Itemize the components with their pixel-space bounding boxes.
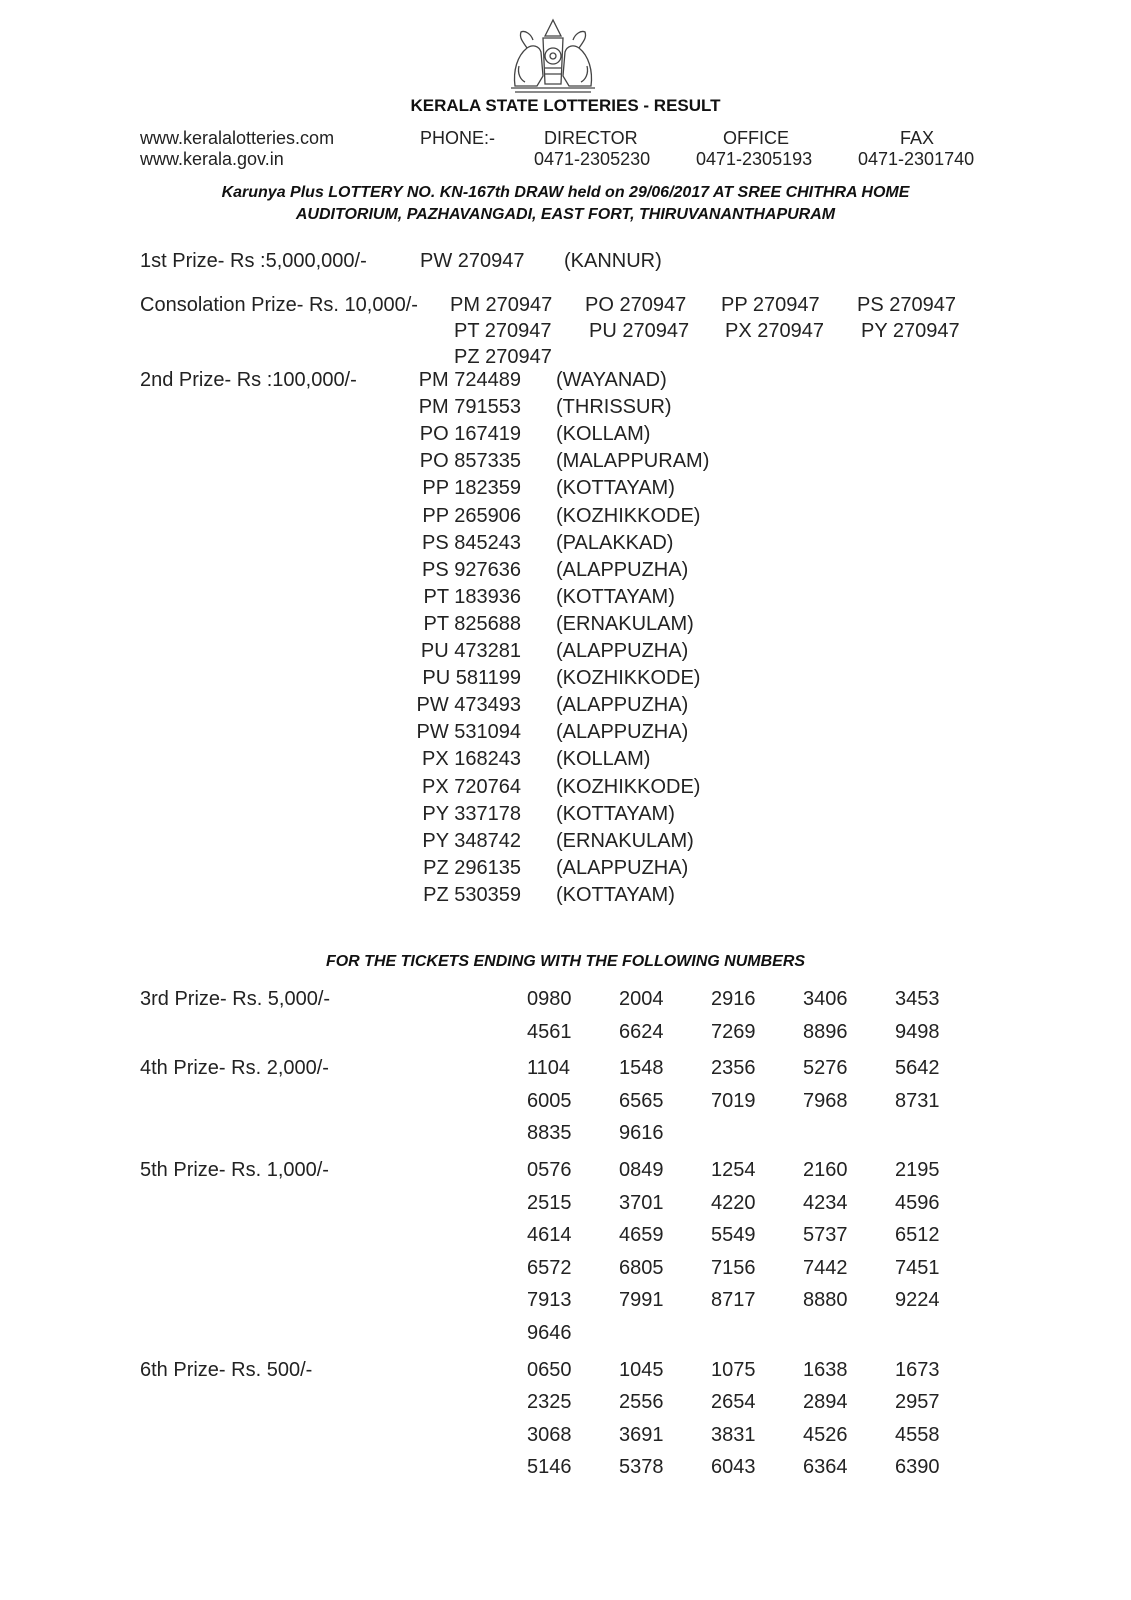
second-prize-place: (KOTTAYAM)	[556, 585, 675, 608]
ending-number: 3701	[619, 1191, 664, 1214]
ending-number: 8731	[895, 1089, 940, 1112]
website-link-1[interactable]: www.keralalotteries.com	[140, 128, 335, 148]
ending-number: 2004	[619, 988, 664, 1010]
second-prize-ticket: PY 348742	[422, 829, 521, 852]
office-label: OFFICE	[723, 128, 789, 148]
ending-number: 2195	[895, 1159, 940, 1181]
ending-number: 2916	[711, 988, 756, 1010]
second-prize-ticket: PS 845243	[422, 531, 521, 554]
second-prize-ticket: PY 337178	[422, 802, 521, 825]
second-prize-place: (PALAKKAD)	[556, 531, 674, 554]
second-prize-place: (THRISSUR)	[556, 396, 672, 419]
ending-number: 4596	[895, 1191, 940, 1214]
consolation-ticket: PT 270947	[454, 320, 552, 342]
consolation-ticket: PU 270947	[589, 320, 690, 342]
consolation-prize-label: Consolation Prize- Rs. 10,000/-	[140, 294, 418, 316]
ending-number: 1254	[711, 1159, 756, 1181]
ending-number: 7968	[803, 1089, 848, 1112]
fax-number: 0471-2301740	[858, 149, 975, 169]
office-number: 0471-2305193	[696, 149, 813, 169]
ending-number: 9616	[619, 1122, 664, 1145]
director-number: 0471-2305230	[534, 149, 651, 169]
consolation-ticket: PM 270947	[450, 294, 553, 316]
second-prize-place: (KOLLAM)	[556, 748, 651, 771]
draw-info-line-2: AUDITORIUM, PAZHAVANGADI, EAST FORT, THIRUVANANTHAPURAM	[295, 206, 836, 223]
second-prize-ticket: PO 857335	[419, 450, 521, 473]
ending-number: 4220	[711, 1191, 756, 1214]
ending-prize-label: 3rd Prize- Rs. 5,000/-	[140, 988, 331, 1010]
page-title: KERALA STATE LOTTERIES - RESULT	[410, 96, 721, 115]
ending-number: 5642	[895, 1057, 940, 1080]
second-prize-ticket: PP 265906	[422, 504, 521, 527]
ending-number: 7991	[619, 1289, 664, 1312]
ending-number: 6572	[527, 1256, 572, 1279]
phone-label: PHONE:-	[420, 128, 496, 148]
ending-number: 2160	[803, 1159, 848, 1181]
ending-number: 7913	[527, 1289, 572, 1312]
second-prize-place: (ALAPPUZHA)	[556, 694, 689, 717]
second-prize-ticket: PW 531094	[416, 721, 521, 744]
ending-numbers-heading: FOR THE TICKETS ENDING WITH THE FOLLOWING NUMBERS	[325, 953, 806, 970]
ending-number: 4558	[895, 1423, 940, 1446]
second-prize-ticket: PX 168243	[422, 748, 521, 771]
second-prize-place: (ALAPPUZHA)	[556, 856, 689, 879]
ending-number: 5549	[711, 1224, 756, 1247]
consolation-ticket: PX 270947	[725, 320, 824, 342]
ending-number: 9224	[895, 1289, 940, 1312]
ending-number: 0980	[527, 988, 572, 1010]
ending-number: 2515	[527, 1191, 572, 1214]
ending-number: 6565	[619, 1089, 664, 1112]
second-prize-place: (MALAPPURAM)	[556, 450, 710, 473]
second-prize-place: (ALAPPUZHA)	[556, 640, 689, 662]
consolation-ticket: PP 270947	[721, 294, 820, 316]
second-prize-place: (KOTTAYAM)	[556, 883, 675, 906]
ending-number: 2556	[619, 1391, 664, 1414]
second-prize-ticket: PZ 530359	[423, 883, 521, 906]
ending-number: 5737	[803, 1224, 848, 1247]
ending-prize-label: 6th Prize- Rs. 500/-	[140, 1358, 313, 1381]
ending-number: 8835	[527, 1122, 572, 1145]
ending-number: 4659	[619, 1224, 664, 1247]
second-prize-place: (ALAPPUZHA)	[556, 721, 689, 744]
ending-number: 2325	[527, 1391, 572, 1414]
ending-number: 4526	[803, 1423, 848, 1446]
ending-number: 2957	[895, 1391, 940, 1414]
ending-number: 5276	[803, 1057, 848, 1080]
ending-number: 8880	[803, 1289, 848, 1312]
first-prize-label: 1st Prize- Rs :5,000,000/-	[140, 250, 367, 272]
ending-number: 6390	[895, 1456, 940, 1479]
second-prize-label: 2nd Prize- Rs :100,000/-	[140, 369, 357, 391]
ending-number: 2894	[803, 1391, 848, 1414]
second-prize-ticket: PU 581199	[422, 667, 521, 690]
ending-number: 6805	[619, 1256, 664, 1279]
fax-label: FAX	[900, 128, 935, 148]
second-prize-ticket: PM 791553	[418, 396, 521, 419]
ending-number: 3453	[895, 988, 940, 1010]
ending-number: 1104	[527, 1057, 571, 1080]
consolation-ticket: PY 270947	[861, 320, 960, 342]
ending-prize-label: 4th Prize- Rs. 2,000/-	[140, 1057, 329, 1080]
second-prize-place: (KOZHIKKODE)	[556, 775, 701, 798]
second-prize-ticket: PX 720764	[422, 775, 521, 798]
ending-number: 3068	[527, 1423, 572, 1446]
ending-number: 7019	[711, 1089, 756, 1112]
second-prize-place: (ERNAKULAM)	[556, 612, 694, 635]
ending-number: 4234	[803, 1191, 848, 1214]
ending-number: 0849	[619, 1159, 664, 1181]
ending-number: 2654	[711, 1391, 756, 1414]
ending-number: 6364	[803, 1456, 848, 1479]
ending-number: 0576	[527, 1159, 572, 1181]
second-prize-place: (ALAPPUZHA)	[556, 558, 689, 581]
ending-number: 3406	[803, 988, 848, 1010]
draw-info-line-1: Karunya Plus LOTTERY NO. KN-167th DRAW held on 29/06/2017 AT SREE CHITHRA HOME	[221, 184, 910, 201]
ending-number: 6043	[711, 1456, 756, 1479]
ending-number: 4561	[527, 1020, 572, 1043]
ending-number: 8896	[803, 1020, 848, 1043]
second-prize-place: (KOTTAYAM)	[556, 802, 675, 825]
ending-number: 2356	[711, 1057, 756, 1080]
ending-number: 1548	[619, 1057, 664, 1080]
second-prize-ticket: PP 182359	[422, 477, 521, 500]
second-prize-ticket: PZ 296135	[423, 856, 521, 879]
ending-number: 6005	[527, 1089, 572, 1112]
second-prize-ticket: PT 825688	[423, 612, 521, 635]
second-prize-ticket: PT 183936	[423, 585, 521, 608]
second-prize-place: (KOZHIKKODE)	[556, 504, 701, 527]
second-prize-place: (KOZHIKKODE)	[556, 667, 701, 690]
ending-number: 6512	[895, 1224, 940, 1247]
second-prize-place: (WAYANAD)	[556, 369, 667, 391]
second-prize-ticket: PO 167419	[419, 423, 521, 446]
ending-number: 4614	[527, 1224, 572, 1247]
ending-number: 5146	[527, 1456, 572, 1479]
ending-number: 9646	[527, 1322, 572, 1344]
director-label: DIRECTOR	[544, 128, 638, 148]
second-prize-ticket: PS 927636	[422, 558, 521, 581]
ending-number: 7269	[711, 1020, 756, 1043]
second-prize-place: (KOLLAM)	[556, 423, 651, 446]
ending-number: 7451	[895, 1256, 940, 1279]
second-prize-ticket: PW 473493	[416, 694, 521, 717]
ending-number: 6624	[619, 1020, 664, 1043]
kerala-emblem-icon	[505, 16, 601, 96]
consolation-ticket: PO 270947	[585, 294, 687, 316]
website-link-2[interactable]: www.kerala.gov.in	[140, 149, 284, 169]
ending-number: 3691	[619, 1423, 664, 1446]
ending-prize-label: 5th Prize- Rs. 1,000/-	[140, 1159, 329, 1181]
consolation-ticket: PZ 270947	[454, 346, 552, 368]
second-prize-ticket: PM 724489	[418, 369, 521, 391]
ending-number: 7156	[711, 1256, 756, 1279]
ending-number: 7442	[803, 1256, 848, 1279]
ending-number: 1638	[803, 1358, 848, 1381]
ending-number: 1045	[619, 1358, 664, 1381]
second-prize-place: (KOTTAYAM)	[556, 477, 675, 500]
second-prize-ticket: PU 473281	[420, 640, 521, 662]
ending-number: 9498	[895, 1020, 940, 1043]
ending-number: 8717	[711, 1289, 756, 1312]
ending-number: 5378	[619, 1456, 664, 1479]
ending-number: 1075	[711, 1358, 756, 1381]
ending-number: 0650	[527, 1358, 572, 1381]
second-prize-place: (ERNAKULAM)	[556, 829, 694, 852]
consolation-ticket: PS 270947	[857, 294, 956, 316]
ending-number: 3831	[711, 1423, 756, 1446]
ending-number: 1673	[895, 1358, 940, 1381]
first-prize-ticket: PW 270947	[420, 250, 525, 272]
first-prize-place: (KANNUR)	[564, 250, 662, 272]
